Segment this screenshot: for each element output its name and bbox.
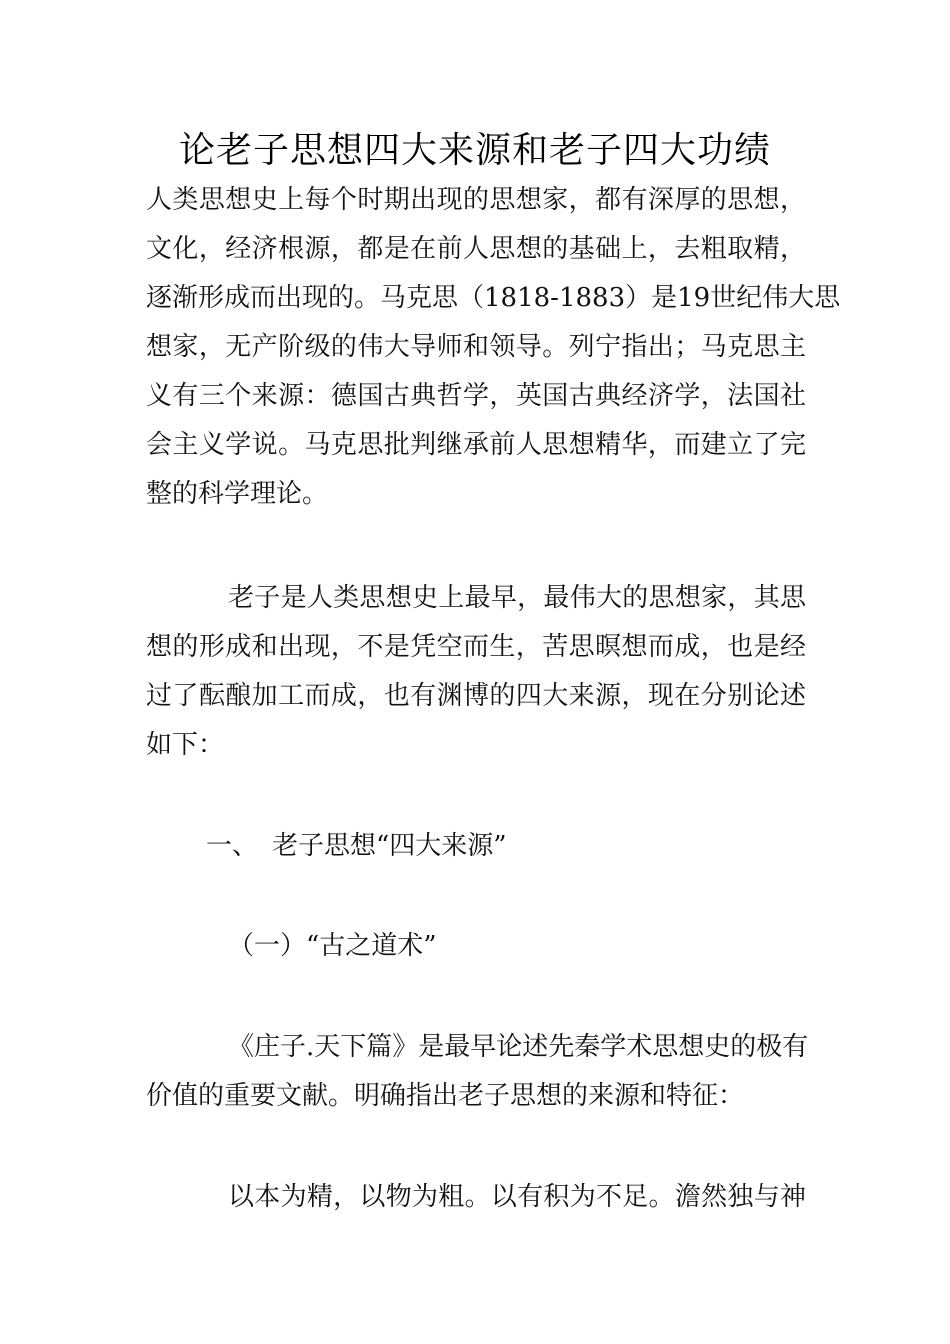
section-heading-text: 老子思想“四大来源” xyxy=(272,831,507,861)
paragraph-1-line-3: 逐渐形成而出现的。马克思（1818-1883）是19世纪伟大思 xyxy=(146,283,841,313)
paragraph-1-line-2: 文化，经济根源，都是在前人思想的基础上，去粗取精， xyxy=(146,234,806,264)
paragraph-2-line-1: 老子是人类思想史上最早，最伟大的思想家，其思 xyxy=(228,583,806,613)
document-title: 论老子思想四大来源和老子四大功绩 xyxy=(178,130,771,171)
paragraph-1-line-6: 会主义学说。马克思批判继承前人思想精华，而建立了完 xyxy=(146,430,806,460)
paragraph-1-line-4: 想家，无产阶级的伟大导师和领导。列宁指出；马克思主 xyxy=(146,332,806,362)
paragraph-3-line-2: 价值的重要文献。明确指出老子思想的来源和特征： xyxy=(146,1081,745,1111)
paragraph-2-line-4: 如下： xyxy=(146,730,225,760)
paragraph-1-line-1: 人类思想史上每个时期出现的思想家，都有深厚的思想， xyxy=(146,185,806,215)
paragraph-3-line-1: 《庄子.天下篇》是最早论述先秦学术思想史的极有 xyxy=(228,1032,809,1062)
paragraph-2-line-3: 过了酝酿加工而成，也有渊博的四大来源，现在分别论述 xyxy=(146,681,806,711)
paragraph-1-line-5: 义有三个来源：德国古典哲学，英国古典经济学，法国社 xyxy=(146,381,806,411)
section-heading-1 xyxy=(206,826,507,866)
paragraph-4-line-1: 以本为精，以物为粗。以有积为不足。澹然独与神 xyxy=(228,1182,806,1212)
subsection-heading-1: （一）“古之道术” xyxy=(228,931,437,961)
section-heading-number: 一、 xyxy=(206,831,259,861)
paragraph-1-line-7: 整的科学理论。 xyxy=(146,479,329,509)
paragraph-2-line-2: 想的形成和出现，不是凭空而生，苦思暝想而成，也是经 xyxy=(146,632,806,662)
